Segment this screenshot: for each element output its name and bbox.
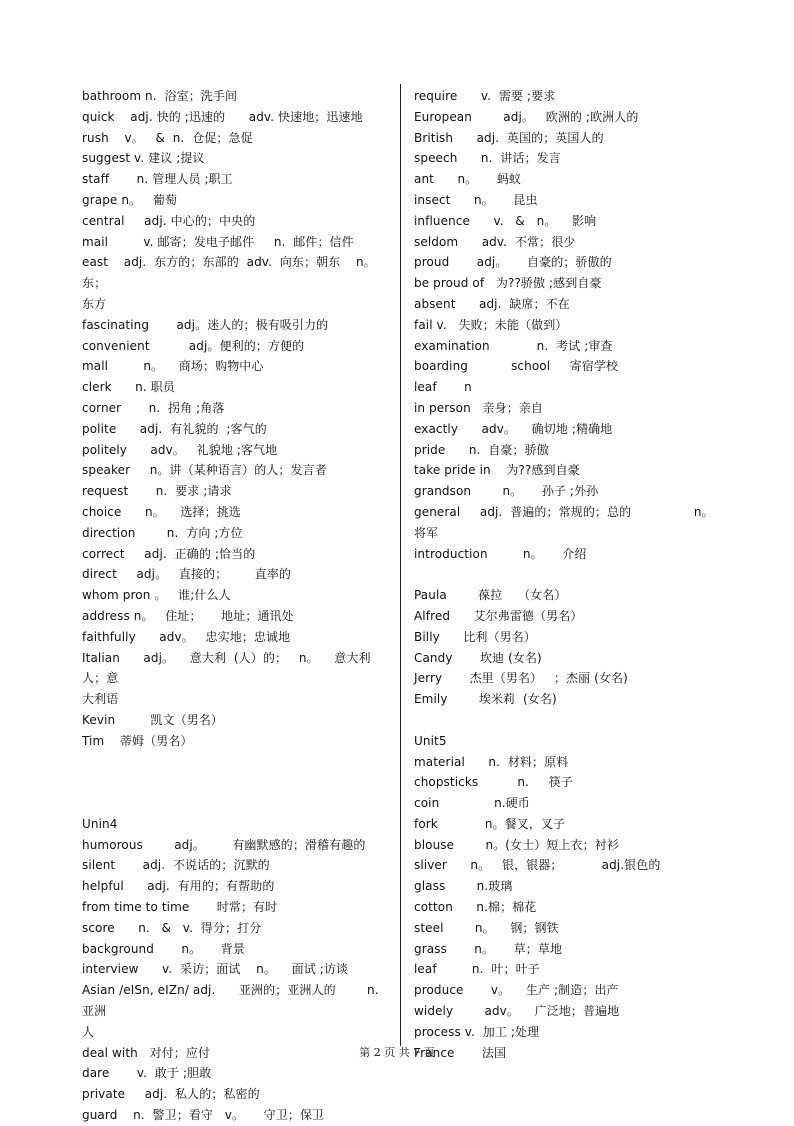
vocab-line: quick adj. 快的 ;迅速的 adv. 快速地；迅速地	[82, 109, 363, 124]
vocab-line: background n。 背景	[82, 941, 245, 956]
vocab-line: clerk n. 职员	[82, 380, 175, 395]
vocab-line: leaf n. 叶；叶子	[414, 962, 540, 977]
vocab-line: introduction n。 介绍	[414, 546, 587, 561]
column-divider	[400, 84, 401, 1046]
vocab-line: Alfred 艾尔弗雷德（男名）	[414, 608, 583, 623]
vocab-line: coin n.硬币	[414, 796, 530, 811]
vocab-line: ant n。 蚂蚁	[414, 172, 522, 187]
vocab-line: British adj. 英国的；英国人的	[414, 130, 604, 145]
vocab-line: speaker n。讲（某种语言）的人；发言者	[82, 463, 327, 478]
vocab-line: suggest v. 建议 ;提议	[82, 151, 205, 166]
vocab-line: staff n. 管理人员 ;职工	[82, 172, 233, 187]
vocab-line: insect n。 昆虫	[414, 192, 538, 207]
vocab-line: Italian adj。 意大利 (人）的； n。 意大利人；意	[82, 650, 371, 686]
vocab-line: European adj。 欧洲的 ;欧洲人的	[414, 109, 639, 124]
vocab-line: Unin4	[82, 816, 118, 831]
right-column	[414, 86, 734, 1063]
vocab-line: take pride in 为??感到自豪	[414, 463, 580, 478]
vocab-line: interview v. 采访；面试 n。 面试 ;访谈	[82, 962, 349, 977]
vocab-line: corner n. 拐角 ;角落	[82, 400, 225, 415]
vocab-line: examination n. 考试 ;审查	[414, 338, 613, 353]
vocab-line: helpful adj. 有用的；有帮助的	[82, 879, 275, 894]
vocab-line: mail v. 邮寄；发电子邮件 n. 邮件；信件	[82, 234, 354, 249]
vocab-line: boarding school 寄宿学校	[414, 359, 619, 374]
vocab-line: from time to time 时常；有时	[82, 900, 278, 915]
vocab-line: private adj. 私人的；私密的	[82, 1087, 260, 1102]
vocab-line: grass n。 草；草地	[414, 941, 563, 956]
vocab-line: choice n。 选择；挑选	[82, 504, 241, 519]
vocab-line: speech n. 讲话；发言	[414, 151, 561, 166]
vocab-line: faithfully adv。 忠实地；忠诚地	[82, 629, 291, 644]
vocab-line: material n. 材料；原料	[414, 754, 569, 769]
page-footer: 第 2 页 共 7 页	[359, 1046, 435, 1059]
vocab-line: 东方	[82, 296, 107, 311]
vocab-line: chopsticks n. 筷子	[414, 775, 573, 790]
vocab-line: widely adv。 广泛地；普遍地	[414, 1004, 620, 1019]
vocab-line: grandson n。 孙子 ;外孙	[414, 484, 599, 499]
vocab-line: absent adj. 缺席；不在	[414, 296, 570, 311]
vocab-line: proud adj。 自豪的；骄傲的	[414, 255, 612, 270]
vocab-line	[414, 564, 724, 585]
vocab-line: in person 亲身；亲自	[414, 400, 544, 415]
vocab-line: grape n。 葡萄	[82, 192, 178, 207]
vocab-line: Paula 葆拉 （女名）	[414, 588, 567, 603]
vocab-line: central adj. 中心的；中央的	[82, 213, 256, 228]
vocab-line: fork n。餐叉，叉子	[414, 816, 566, 831]
vocab-line: silent adj. 不说话的；沉默的	[82, 858, 270, 873]
vocab-line: Candy 坎迪 (女名)	[414, 650, 542, 665]
vocab-line: Billy 比利（男名）	[414, 629, 536, 644]
vocab-line: direction n. 方向 ;方位	[82, 525, 243, 540]
vocab-line: require v. 需要 ;要求	[414, 89, 556, 103]
vocab-line: Emily 埃米莉 (女名)	[414, 692, 557, 707]
vocab-line	[82, 793, 388, 814]
vocab-line: mall n。 商场；购物中心	[82, 359, 264, 374]
vocab-line: fascinating adj。迷人的；极有吸引力的	[82, 317, 329, 332]
vocab-line: cotton n.棉；棉花	[414, 900, 537, 915]
vocab-line: bathroom n. 浴室；洗手间	[82, 89, 238, 103]
left-column	[82, 86, 388, 1126]
vocab-line: exactly adv。 确切地 ;精确地	[414, 421, 613, 436]
vocab-line: east adj. 东方的；东部的 adv. 向东；朝东 n。 东；	[82, 255, 380, 291]
vocab-line: fail v. 失败；未能（做到）	[414, 317, 568, 332]
vocab-line: general adj. 普遍的；常规的；总的 n。 将军	[414, 504, 734, 540]
vocab-line: Asian /eISn, eIZn/ adj. 亚洲的；亚洲人的 n. 亚洲	[82, 983, 387, 1019]
vocab-line: seldom adv. 不常；很少	[414, 234, 576, 249]
vocab-line: process v. 加工 ;处理	[414, 1024, 540, 1039]
vocab-line: steel n。 钢；钢铁	[414, 920, 559, 935]
vocab-line: Jerry 杰里（男名） ；杰丽 (女名)	[414, 671, 628, 686]
vocab-line: guard n. 警卫；看守 v。 守卫；保卫	[82, 1108, 325, 1123]
vocab-line: dare v. 敢于 ;胆敢	[82, 1066, 212, 1081]
vocab-line: polite adj. 有礼貌的 ;客气的	[82, 421, 267, 436]
vocab-line: whom pron 。 谁;什么人	[82, 588, 231, 603]
vocab-line: Kevin 凯文（男名）	[82, 712, 224, 727]
vocab-line: deal with 对付；应付	[82, 1045, 211, 1060]
vocab-line: convenient adj。便利的；方便的	[82, 338, 305, 353]
vocab-line: Tim 蒂姆（男名）	[82, 733, 193, 748]
vocab-line: humorous adj。 有幽默感的；滑稽有趣的	[82, 837, 366, 852]
vocab-line: produce v。 生产 ;制造；出产	[414, 983, 619, 998]
vocab-line: direct adj。 直接的； 直率的	[82, 567, 292, 582]
vocab-line: score n. & v. 得分；打分	[82, 920, 262, 935]
vocab-line: leaf n	[414, 380, 472, 395]
vocab-line: Unit5	[414, 733, 447, 748]
vocab-line: influence v. & n。 影响	[414, 213, 597, 228]
vocab-line	[82, 772, 388, 793]
vocab-line: pride n. 自豪；骄傲	[414, 442, 549, 457]
vocab-line: 人	[82, 1024, 95, 1039]
vocab-line: blouse n。(女士）短上衣；衬衫	[414, 837, 619, 852]
vocab-line	[414, 710, 724, 731]
vocab-line: politely adv。 礼貌地 ;客气地	[82, 442, 278, 457]
vocab-line: rush v。 & n. 仓促；急促	[82, 130, 253, 145]
vocab-line: request n. 要求 ;请求	[82, 484, 232, 499]
vocab-line: glass n.玻璃	[414, 879, 513, 894]
vocab-line: be proud of 为??骄傲 ;感到自豪	[414, 276, 602, 291]
vocab-line: address n。 住址； 地址；通讯处	[82, 608, 294, 623]
vocab-line: 大利语	[82, 692, 119, 707]
vocab-line: sliver n。 银，银器； adj.银色的	[414, 858, 661, 873]
vocab-line	[82, 752, 388, 773]
vocab-line: correct adj. 正确的 ;恰当的	[82, 546, 256, 561]
vocab-line: France 法国	[414, 1045, 507, 1060]
